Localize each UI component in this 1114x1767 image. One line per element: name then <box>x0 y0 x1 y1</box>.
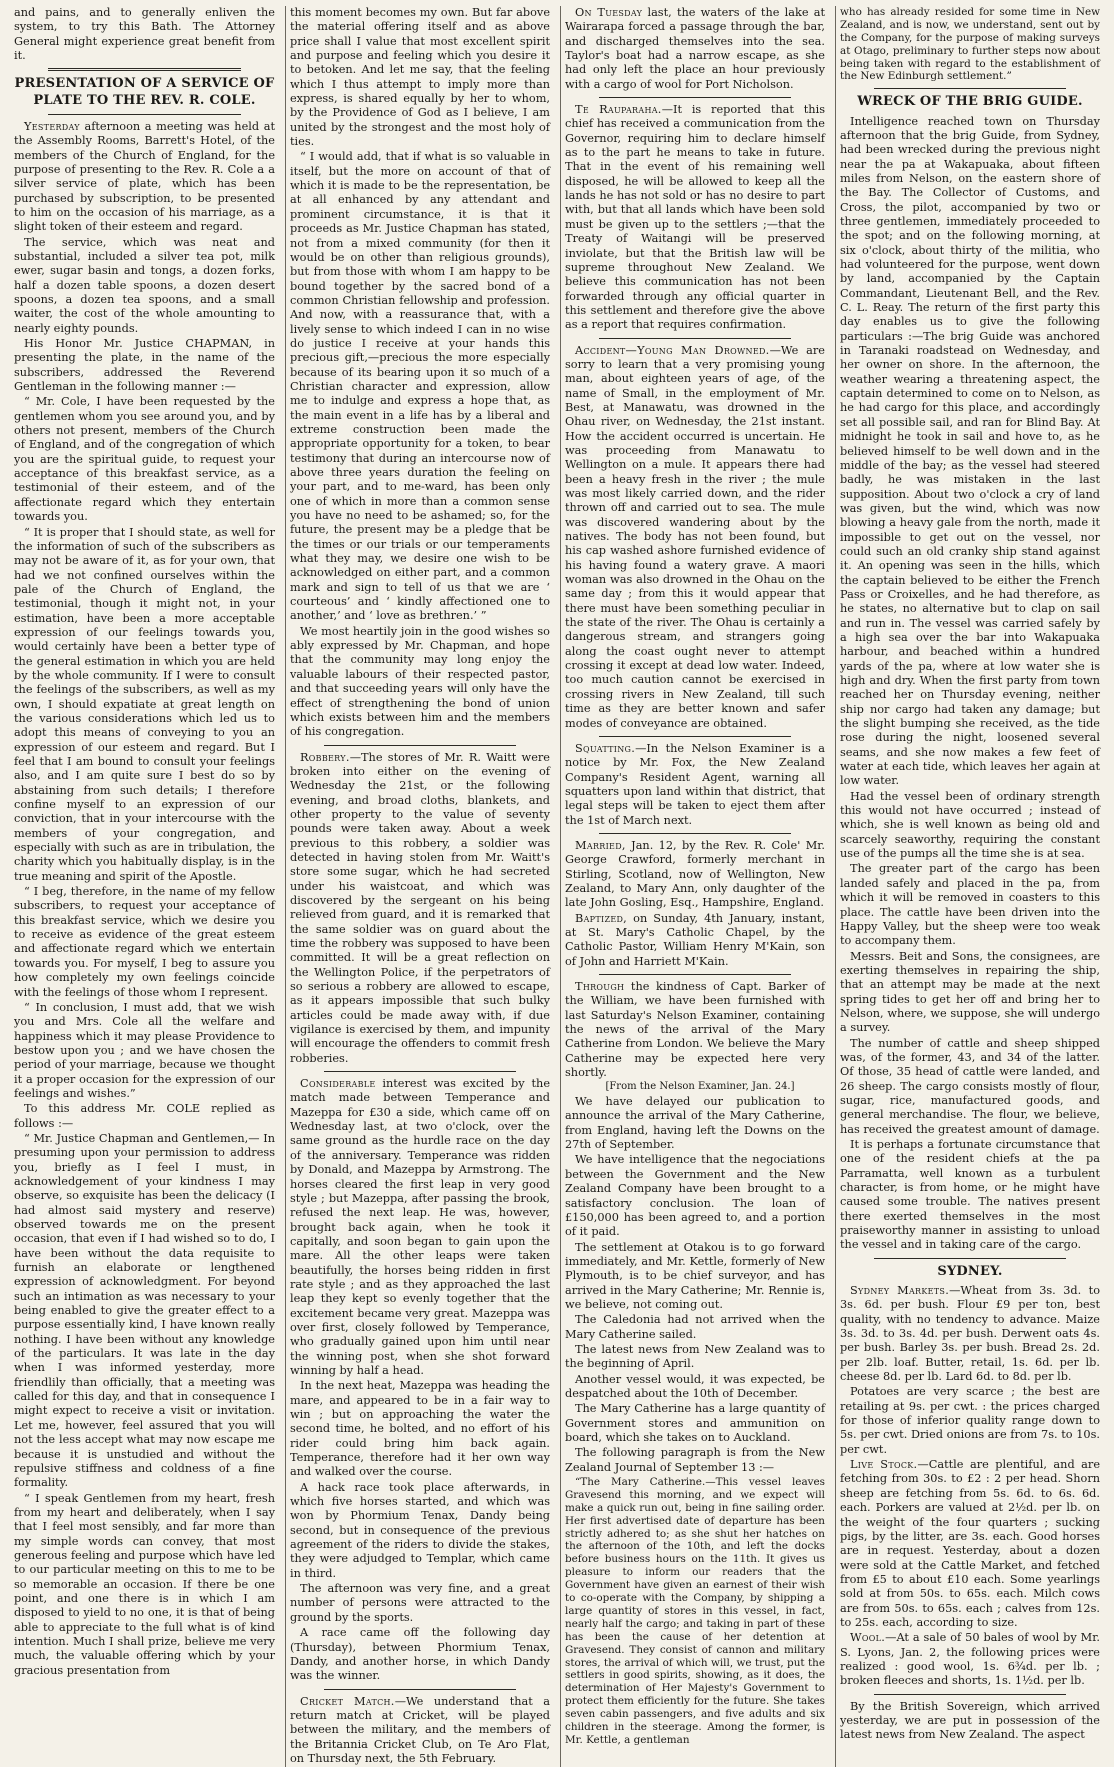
col1-continuation: and pains, and to generally enliven the system, to try this Bath. The Attorney General might experience great benefit from it. <box>14 6 275 63</box>
para-text: —We understand that a return match at Cricket, will be played between the military, and the members of the Britannia Cricket Club, on Te Aro Flat, on Thursday next, the 5th February. <box>290 1694 550 1765</box>
reply-para-1: “ Mr. Justice Chapman and Gentlemen,— In presuming upon your permission to address you, briefly as I feel I must, in acknowledgement of your kindness I may observe, so exquisite has been the delicacy (I had almost said mystery and reserve) observed towards me on the present occasion, that even if I had wished so to do, I have been without the data requisite to furnish an elaborate or lengthened expression of acknowledgment. For beyond such an intimation as was necessary to your being enabled to give the greater effect to a purpose essentially kind, I have known really nothing. I have been without any knowledge of the particulars. It was late in the day when I was informed yesterday, more friendlily than officially, that a meeting was called for this day, and that in consequence I might expect to receive a visit or invitation. Let me, however, feel assured that you will not the less accept what may now escape me because it is unstudied and without the repulsive stiffness and coldness of a fine formality. <box>14 1131 275 1490</box>
section-divider <box>324 1689 516 1690</box>
section-divider <box>874 1258 1066 1259</box>
lead-word: Robbery. <box>300 750 350 764</box>
wairarapa-item <box>565 6 825 92</box>
lead-word: On Tuesday <box>575 6 643 19</box>
lead-word: Live Stock. <box>850 1458 918 1472</box>
lead-word: Cricket Match. <box>300 1694 395 1708</box>
wreck-para-1: Intelligence reached town on Thursday afternoon that the brig Guide, from Sydney, had been wrecked during the previous night near the pa at Wakapuaka, about fifteen miles from Nelson, on the eastern shore of the Bay. The Collector of Customs, and Cross, the pilot, accompanied by two or three gentlemen, immediately proceeded to the spot; and on the following morning, at six o'clock, about thirty of the militia, who had volunteered for the purpose, went down by land, accompanied by the Captain Commandant, Lieutenant Bell, and the Rev. C. L. Reay. The return of the first party this day enables us to give the following particulars :—The brig Guide was anchored in Taranaki roadstead on Wednesday, and her owner on shore. In the afternoon, the weather wearing a threatening aspect, the captain determined to come on to Nelson, as he had cargo for this place, and accordingly set all possible sail, and ran for Blind Bay. At midnight he took in sail and hove to, as he believed himself to be well down and in the middle of the bay; as the vessel had steered badly, he was mistaken in the last supposition. About two o'clock a cry of land was given, but the wind, which was now blowing a heavy gale from the north, made it impossible to get out on the vessel, nor could such an old cranky ship stand against it. An opening was seen in the hills, which the captain believed to be either the French Pass or Croixelles, and he had therefore, as he states, no alternative but to clap on sail and run in. The vessel was carried safely by a high sea over the bar into Wakapuaka harbour, and beached within a hundred yards of the pa, where at low water she is high and dry. When the first party from town reached her on Thursday evening, neither ship nor cargo had taken any damage; but the slight bumping she received, as the tide rose during the night, loosened several seams, and she now makes a few feet of water at each tide, which leaves her again at low water. <box>840 114 1100 788</box>
wreck-para-5: The number of cattle and sheep shipped was, of the former, 43, and 34 of the latter. Of those, 35 head of cattle were landed, and 26 sheep. The cargo consists mostly of flour, sugar, rice, manufactured goods, and general merchandise. The flour, we believe, has received the greatest amount of damage. <box>840 1036 1100 1136</box>
cricket-item <box>290 1695 550 1767</box>
hack-race: A hack race took place afterwards, in which five horses started, and which was won by Phormium Tenax, Dandy being second, but in consequence of the previous agreement of the riders to divide the stakes, they were adjudged to Templar, which came in third. <box>290 1480 550 1580</box>
address-para-1: “ Mr. Cole, I have been requested by the gentlemen whom you see around you, and by others not present, members of the Church of England, and of the congregation of which you are the spiritual guide, to request your acceptance of this breakfast service, as a testimonial of their esteem, and of the affectionate regard which they entertain towards you. <box>14 395 275 524</box>
cole-reply-intro: To this address Mr. COLE replied as follows :— <box>14 1102 275 1130</box>
reply-para-4: “ I would add, that if what is so valuable in itself, but the more on account of that of which it is made to be the representation, be at all enhanced by any attendant and prominent circumstance, it is that it proceeds as Mr. Justice Chapman has stated, not from a mixed community (for then it would be on other than religious grounds), but from those with whom I am happy to be bound together by the sacred bond of a common Christian fellowship and profession. And now, with a reassurance that, with a lively sense to which indeed I can in no wise do justice I receive at your hands this precious gift,—precious the more especially because of its bearing upon it so much of a Christian character and expression, allow me to indulge and express a hope that, as the main event in a life has by a liberal and extreme construction been made the appropriate opportunity for a token, to bear testimony that during an intercourse now of above three years duration the feeling on your part, and to me-ward, has been only one of which in more than a common sense you have no need to be ashamed; so, for the future, the present may be a pledge that be the times or our trials or our temperaments what they may, we desire one wish to be acknowledged on either part, and a common mark and sign to tell of us that we are ‘ courteous’ and ‘ kindly affectioned one to another,’ and ‘ love as brethren.’ ” <box>290 150 550 623</box>
lead-word: Sydney Markets. <box>850 1284 950 1297</box>
wreck-para-6: It is perhaps a fortunate circumstance that one of the resident chiefs at the pa Parramatta, well known as a turbulent character, is from home, or he might have caused some trouble. The natives present there exerted themselves in the most praiseworthy manner in assisting to unload the vessel and in taking care of the cargo. <box>840 1138 1100 1252</box>
wreck-para-2: Had the vessel been of ordinary strength this would not have occurred ; instead of which, she is well known as being old and scarcely seaworthy, requiring the constant use of the pumps all the time she is at sea. <box>840 789 1100 861</box>
para-text: on Sunday, 4th January, instant, at St. Mary's Catholic Chapel, by the Catholic Pastor, William Henry M'Kain, son of John and Harriett M'Kain. <box>565 911 826 968</box>
caledonia-para: The Caledonia had not arrived when the Mary Catherine sailed. <box>565 1313 825 1341</box>
para-text: afternoon a meeting was held at the Assembly Rooms, Barrett's Hotel, of the members of the Church of England, for the purpose of presenting to the Rev. R. Cole a a silver service of plate, which has been purchased by subscription, to be presented to him on the occasion of his marriage, as a slight token of their esteem and regard. <box>14 119 275 234</box>
editorial-wishes: We most heartily join in the good wishes so ably expressed by Mr. Chapman, and hope that the community may long enjoy the valuable labours of their respected pastor, and that succeeding years will only have the effect of strengthening the bond of union which exists between him and the members of his congregation. <box>290 624 550 739</box>
para-text: —It is reported that this chief has received a communication from the Governor, requiring him to declare himself as to the part he means to take in future. That in the event of his remaining well disposed, he will be allowed to keep all the lands he has not sold or has no desire to part with, but that all lands which have been sold must be given up to the settlers ;—that the Treaty of Waitangi will be preserved inviolate, but that the British law will be supreme throughout New Zealand. We believe this communication has not been forwarded through any official quarter in this settlement and therefore give the above as a report that requires confirmation. <box>565 103 825 332</box>
race-item <box>290 1077 550 1378</box>
section-divider <box>599 974 791 975</box>
section-divider <box>48 68 241 71</box>
british-sovereign-para: By the British Sovereign, which arrived yesterday, we are put in possession of the latest news from New Zealand. The aspect <box>840 1699 1100 1742</box>
lead-word: Married, <box>575 838 626 852</box>
para-text: —At a sale of 50 bales of wool by Mr. S. Lyons, Jan. 2, the following prices were realized : good wool, 1s. 6¾d. per lb. ; broken fleeces and shorts, 1s. 1½d. per lb. <box>840 1631 1100 1688</box>
lead-word: Considerable <box>300 1077 376 1091</box>
lead-word: Accident—Young Man Drowned. <box>575 343 770 357</box>
arrival-para: We have delayed our publication to announce the arrival of the Mary Catherine, from England, having left the Downs on the 27th of September. <box>565 1095 825 1152</box>
lead-word: Wool. <box>850 1631 886 1645</box>
para-text: the kindness of Capt. Barker of the William, we have been furnished with last Saturday's Nelson Examiner, containing the news of the arrival of the Mary Catherine from London. We believe the Mary Catherine may be expected here very shortly. <box>565 980 825 1080</box>
address-para-2: “ It is proper that I should state, as well for the information of such of the subscribers as may not be aware of it, as for your own, that had we not confined ourselves within the pale of the Church of England, the testimonial, though it might not, in your estimation, have been a more acceptable expression of our feelings towards you, would certainly have been a better type of the general estimation in which you are held by the whole community. If I were to consult the feelings of the subscribers, as well as my own, I should expatiate at great length on the various considerations which led us to adopt this means of conveying to you an expression of our esteem and regard. But I feel that I am bound to consult your feelings also, and I am quite sure I best do so by abstaining from such details; I therefore confine myself to an expression of our conviction, that in your intercourse with the members of your congregation, and especially with such as are in tribulation, the charity which you habitually display, is in the true meaning and spirit of the Apostle. <box>14 525 275 883</box>
wreck-para-4: Messrs. Beit and Sons, the consignees, are exerting themselves in repairing the ship, that an attempt may be made at the next spring tides to get her off and bring her to Nelson, where, we suppose, she will undergo a survey. <box>840 949 1100 1035</box>
column-2 <box>285 6 554 1767</box>
potatoes-para: Potatoes are very scarce ; the best are retailing at 9s. per cwt. : the prices charged for those of inferior quality range down to 5s. per cwt. Dried onions are from 7s. to 10s. per cwt. <box>840 1385 1100 1456</box>
para-text: last, the waters of the lake at Wairarapa forced a passage through the bar, and discharged themselves into the sea. Taylor's boat had a narrow escape, as she had only left the place an hour previously with a cargo of wool for Port Nicholson. <box>565 6 825 91</box>
section-divider <box>599 833 791 834</box>
journal-quote: “The Mary Catherine.—This vessel leaves Gravesend this morning, and we expect will make a quick run out, being in fine sailing order. Her first advertised date of departure has been strictly adhered to; as she shut her hatches on the afternoon of the 10th, and left the docks before business hours on the 11th. It gives us pleasure to inform our readers that the Government have given an earnest of their wish to co-operate with the Company, by shipping a large quantity of stores in this vessel, in fact, nearly half the cargo; and taking in part of these has been the cause of her detention at Gravesend. They consist of cannon and military stores, the arrival of which will, we trust, put the settlers in good spirits, showing, as it does, the determination of Her Majesty's Government to protect them efficiently for the future. She takes seven cabin passengers, and five adults and six children in the steerage. Among the former, is Mr. Kettle, a gentleman <box>565 1476 825 1746</box>
journal-quote-cont: who has already resided for some time in New Zealand, and is now, we understand, sent out by the Company, for the purpose of making surveys at Otago, preliminary to further steps now about being taken with regard to the establishment of the New Edinburgh settlement.” <box>840 6 1100 83</box>
lead-word: Through <box>575 980 625 993</box>
race-second-heat: In the next heat, Mazeppa was heading the mare, and appeared to be in a fair way to win ; but on approaching the water the second time, he bolted, and no effort of his rider could bring him back again. Temperance, therefore had it her own way and walked over the course. <box>290 1379 550 1479</box>
section-divider <box>874 1694 1066 1695</box>
baptized-notice <box>565 912 825 969</box>
column-1 <box>10 6 279 1767</box>
para-text: —Cattle are plentiful, and are fetching from 30s. to £2 : 2 per head. Shorn sheep are fetching from 5s. 6d. to 6s. 6d. each. Porkers are valued at 2½d. per lb. on the weight of the four quarters ; sucking pigs, by the litter, are 3s. each. Good horses are in request. Yesterday, about a dozen were sold at the Cattle Market, and fetched from £5 to about £10 each. Some yearlings sold at from 50s. to 65s. each. Milch cows are from 50s. to 65s. each ; calves from 12s. to 25s. each, according to size. <box>840 1458 1101 1629</box>
latest-news-para: The latest news from New Zealand was to the beginning of April. <box>565 1342 825 1371</box>
race-afternoon: The afternoon was very fine, and a great number of persons were attracted to the ground by the sports. <box>290 1582 550 1624</box>
section-divider <box>324 1071 516 1072</box>
address-para-3: “ I beg, therefore, in the name of my fellow subscribers, to request your acceptance of this breakfast service, which we desire you to receive as evidence of the great esteem and affectionate regard which we entertain towards you. For myself, I beg to assure you how completely my own feelings coincide with the feelings of those whom I represent. <box>14 885 275 999</box>
para-text: —The stores of Mr. R. Waitt were broken into either on the evening of Wednesday the 21st, or the following evening, and broad cloths, blankets, and other property to the value of seventy pounds were taken away. About a week previous to this robbery, a soldier was detected in having stolen from Mr. Waitt's store some sugar, which he had secreted under his waistcoat, and which was discovered by the sergeant on his being relieved from guard, and it is remarked that the same soldier was on guard about the time the robbery was supposed to have been committed. It will be a great reflection on the Wellington Police, if the perpetrators of so serious a robbery are allowed to escape, as it appears impossible that such bulky articles could be made away with, if due vigilance is exercised by them, and impunity will encourage the offenders to commit fresh robberies. <box>290 750 550 1065</box>
rauparaha-item <box>565 103 825 333</box>
married-notice <box>565 839 825 911</box>
section-divider <box>599 338 791 339</box>
section-divider <box>599 97 791 98</box>
reply-para-2: “ I speak Gentlemen from my heart, fresh from my heart and deliberately, when I say that I feel most sensibly, and far more than my simple words can convey, that most generous feeling and purpose which have led to our particular meeting on this to me to be so memorable an occasion. If there be one point, and one there is in which I am disposed to yield to no one, it is that of being able to appreciate to the full what is of kind intention. Much I shall prize, believe me very much, the valuable offering which by your gracious presentation from <box>14 1491 275 1677</box>
para-text: interest was excited by the match made between Temperance and Mazeppa for £30 a side, which came off on Wednesday last, at two o'clock, over the same ground as the hurdle race on the day of the anniversary. Temperance was ridden by Donald, and Mazeppa by Armstrong. The horses cleared the first leap in very good style ; but Mazeppa, after passing the brook, refused the next leap. He was, however, brought back again, when he took it capitally, and soon began to gain upon the mare. All the other leaps were taken beautifully, the horses being ridden in first rate style ; and as they approached the last leap they kept so evenly together that the excitement became very great. Mazeppa was over first, closely followed by Temperance, who gradually gained upon him until near the winning post, when she shot forward winning by half a head. <box>290 1077 551 1377</box>
para-text: —In the Nelson Examiner is a notice by Mr. Fox, the New Zealand Company's Resident Agent, warning all squatters upon land within that district, that legal steps will be taken to eject them after the 1st of March next. <box>565 741 825 827</box>
sydney-heading: SYDNEY. <box>937 1263 1003 1279</box>
section-divider <box>874 88 1066 89</box>
para-text: —We are sorry to learn that a very promising young man, about eighteen years of age, of the name of Small, in the employment of Mr. Best, at Manawatu, was drowned in the Ohau river, on Wednesday, the 21st instant. How the accident occurred is uncertain. He was proceeding from Manawatu to Wellington on a mule. It appears there had been a heavy fresh in the river ; the mule was most likely carried down, and the rider thrown off and carried out to sea. The mule was discovered wandering about by the natives. The body has not been found, but his cap washed ashore furnished evidence of his having found a watery grave. A maori woman was also drowned in the Ohau on the same day ; from this it would appear that there must have been something peculiar in the state of the river. The Ohau is certainly a dangerous stream, and strangers going along the coast ought never to attempt crossing it except at dead low water. Indeed, too much caution cannot be exercised in crossing rivers in New Zealand, till such time as they are better known and safer modes of conveyance are obtained. <box>565 343 825 730</box>
column-4 <box>835 6 1104 1767</box>
para-text: Jan. 12, by the Rev. R. Cole' Mr. George Crawford, formerly merchant in Stirling, Scotland, now of Wellington, New Zealand, to Mary Ann, only daughter of the late John Gosling, Esq., Hampshire, England. <box>565 838 826 910</box>
otakou-para: The settlement at Otakou is to go forward immediately, and Mr. Kettle, formerly of New Plymouth, is to be chief surveyor, and has arrived in the Mary Catherine; Mr. Rennie is, we believe, not coming out. <box>565 1240 825 1311</box>
section-divider <box>324 745 516 746</box>
presentation-intro <box>14 120 275 235</box>
stores-para: The Mary Catherine has a large quantity of Government stores and ammunition on board, which she takes on to Auckland. <box>565 1402 825 1444</box>
address-para-4: “ In conclusion, I must add, that we wish you and Mrs. Cole all the welfare and happiness which it may please Providence to bestow upon you ; and we have chosen the period of your marriage, because we thought it a proper occasion for the expression of our feelings and wishes.” <box>14 1000 275 1100</box>
live-stock <box>840 1458 1100 1630</box>
another-vessel-para: Another vessel would, it was expected, be despatched about the 10th of December. <box>565 1372 825 1400</box>
source-note: [From the Nelson Examiner, Jan. 24.] <box>605 1081 795 1093</box>
lead-word: Te Rauparaha. <box>575 103 662 117</box>
squatting-item <box>565 742 825 828</box>
negociations-para: We have intelligence that the negociations between the Government and the New Zealand Company have been brought to a satisfactory conclusion. The loan of £150,000 has been agreed to, and a portion of it paid. <box>565 1153 825 1239</box>
heading-rule <box>48 114 241 115</box>
lead-word: Baptized, <box>575 911 628 925</box>
chapman-intro: His Honor Mr. Justice CHAPMAN, in presenting the plate, in the name of the subscribers, addressed the Reverend Gentleman in the following manner :— <box>14 337 275 394</box>
mary-catherine-intro <box>565 980 825 1080</box>
wreck-para-3: The greater part of the cargo has been landed safely and placed in the pa, from which it will be removed in coasters to this place. The cattle have been driven into the Happy Valley, but the sheep were too weak to accompany them. <box>840 862 1100 948</box>
presentation-heading: PRESENTATION OF A SERVICE OF PLATE TO THE REV. R. COLE. <box>14 76 275 108</box>
drowning-item <box>565 344 825 731</box>
service-description: The service, which was neat and substantial, included a silver tea pot, milk ewer, sugar basin and tongs, a dozen forks, half a dozen table spoons, a dozen desert spoons, a dozen tea spoons, and a small waiter, the cost of the whole amounting to nearly eighty pounds. <box>14 235 275 335</box>
wreck-heading: WRECK OF THE BRIG GUIDE. <box>857 94 1083 110</box>
lead-word: Yesterday <box>24 119 80 133</box>
section-divider <box>599 736 791 737</box>
journal-intro: The following paragraph is from the New Zealand Journal of September 13 :— <box>565 1446 825 1474</box>
robbery-item <box>290 751 550 1067</box>
para-text: —Wheat from 3s. 3d. to 3s. 6d. per bush. Flour £9 per ton, best quality, with no tendency to advance. Maize 3s. 3d. to 3s. 4d. per bush. Derwent oats 4s. per bush. Barley 3s. per bush. Bread 2s. 2d. per 2lb. loaf. Butter, retail, 1s. 6d. per lb. cheese 8d. per lb. Lard 6d. to 8d. per lb. <box>840 1284 1100 1384</box>
race-thursday: A race came off the following day (Thursday), between Phormium Tenax, Dandy, and another horse, in which Dandy was the winner. <box>290 1626 550 1683</box>
lead-word: Squatting. <box>575 741 636 755</box>
wool-para <box>840 1631 1100 1688</box>
reply-para-3: this moment becomes my own. But far above the material offering itself and as above price shall I value that most excellent spirit and purpose and feeling which you desire it to betoken. And let me say, that the feeling which I thus attempt to imply more than express, is shared equally by her to whom, by the Providence of God as I believe, I am united by the strongest and the most holy of ties. <box>290 6 550 149</box>
sydney-markets <box>840 1284 1100 1384</box>
column-3 <box>560 6 829 1767</box>
